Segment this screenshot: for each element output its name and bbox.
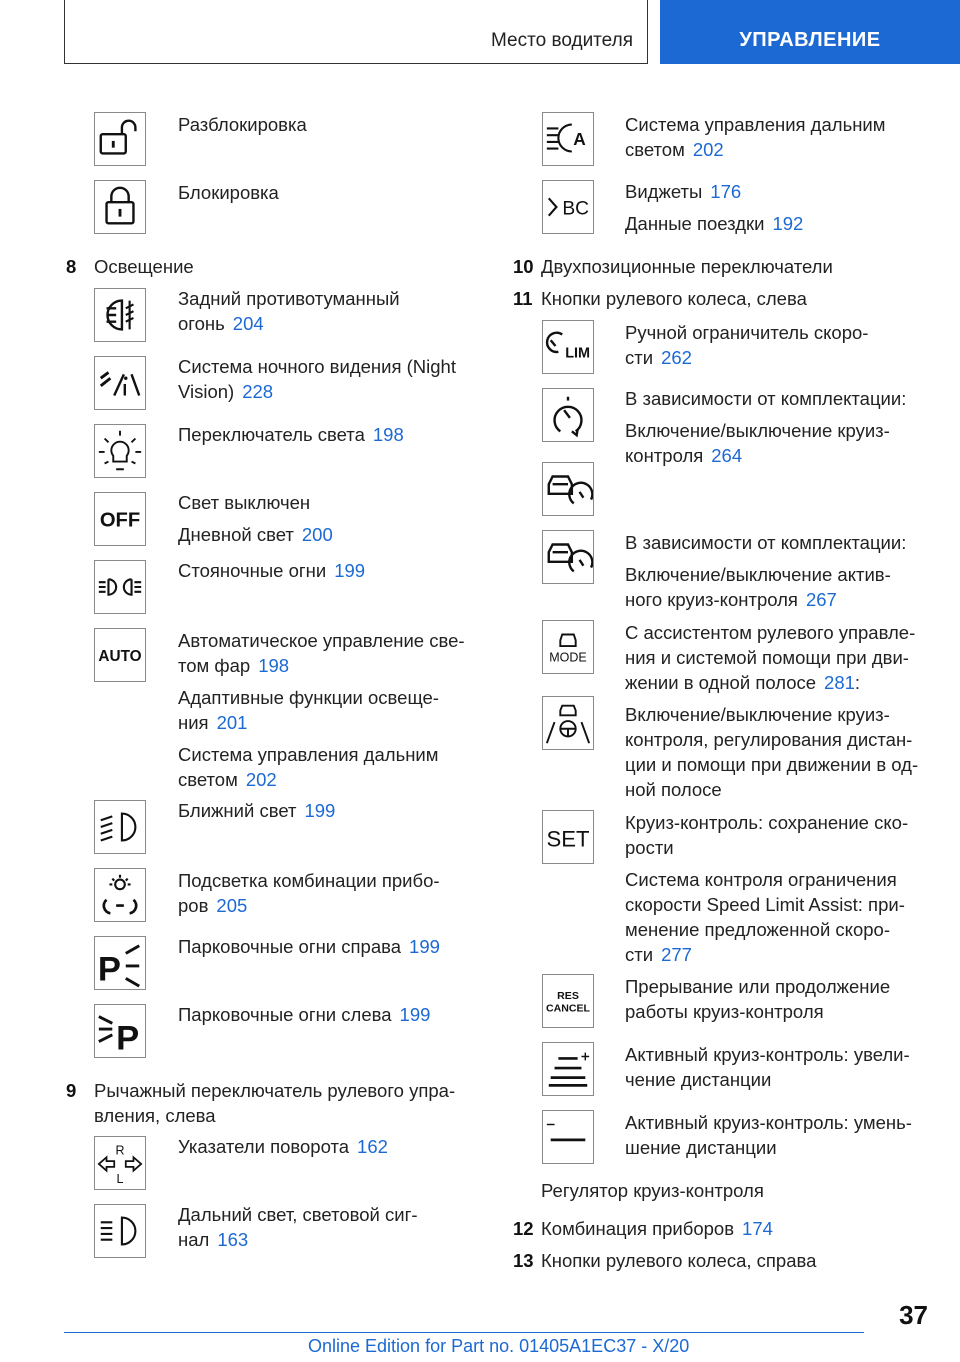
highbeam-assist-line2: светом [178,769,238,790]
parking-right-page-link[interactable]: 199 [409,936,440,957]
parking-left-text [178,1002,430,1027]
set-icon [542,810,594,864]
set-icon-text: SET [546,826,590,852]
mode-icon [542,620,594,674]
sla-line3: менение предложенной скоро- [625,919,890,940]
low-beam-page-link[interactable]: 199 [304,800,336,821]
daylight-page-link[interactable]: 200 [301,524,333,545]
dist-plus-text [625,1042,910,1092]
set-text [625,810,908,967]
rear-fog-light-icon [94,288,146,342]
trip-data-page-link[interactable]: 192 [772,213,804,234]
light-switch-icon [94,424,146,478]
res-line2: работы круиз-контроля [625,1001,824,1022]
mode-line3: жении в одной полосе [625,672,817,693]
cruise-regulator-label: Регулятор круиз-контроля [541,1180,764,1201]
header-chapter-title: УПРАВЛЕНИЕ [739,29,881,51]
item-number-13: 13 [513,1250,534,1271]
distance-minus-icon [542,1110,594,1164]
low-beam-text [178,798,335,823]
light-switch-text [178,422,404,447]
parking-left-p-glyph: P [116,1019,140,1057]
dist-plus-line1: Активный круиз-контроль: увели- [625,1044,910,1065]
cancel-icon-text: CANCEL [545,1002,591,1015]
hb-assist-line2: светом [625,139,685,160]
rear-fog-line1: Задний противотуманный [178,288,400,309]
item-8-title: Освещение [94,256,194,277]
hb-assist-text [625,112,885,162]
header-section-box [64,0,648,64]
active-cruise-icon-2 [542,530,594,584]
item-9-line1: Рычажный переключатель рулевого упра- [94,1080,456,1101]
high-beam-page-link[interactable]: 163 [217,1229,249,1250]
adaptive-page-link[interactable]: 201 [216,712,248,733]
item-number-12: 12 [513,1218,534,1239]
speed-limiter-text: LIM [565,345,591,362]
turn-signal-r-glyph: R [115,1143,125,1158]
hb-assist-page-link[interactable]: 202 [692,139,724,160]
auto-icon [94,628,146,682]
lock-icon [94,180,146,234]
off-icon [94,492,146,546]
dist-minus-line2: шение дистанции [625,1137,777,1158]
mode-icon-text: MODE [549,650,587,665]
lane-assist-line2: контроля, регулирования дистан- [625,729,913,750]
parking-lights-text [178,558,365,583]
active-cruise-icon [542,462,594,516]
hb-assist-line1: Система управления дальним [625,114,886,135]
item-12-title: Комбинация приборов [541,1218,735,1239]
limiter-page-link[interactable]: 262 [661,347,692,368]
adaptive-line2: ния [178,712,209,733]
sla-line4: сти [625,944,654,965]
rear-fog-text [178,286,400,336]
bc-text [625,179,803,236]
lane-assist-line3: ции и помощи при движении в од- [625,754,919,775]
limiter-text [625,320,868,370]
set-line2: рости [625,837,674,858]
night-vision-line2: Vision) [178,381,235,402]
dist-plus-line2: чение дистанции [625,1069,772,1090]
night-vision-icon [94,356,146,410]
lane-assist-icon [542,696,594,750]
sla-page-link[interactable]: 277 [661,944,692,965]
cruise-line1: В зависимости от комплектации: [625,388,907,409]
night-vision-line1: Система ночного видения (Night [178,356,456,377]
off-line2: Дневной свет [178,524,294,545]
parking-right-label: Парковочные огни справа [178,936,402,957]
dist-minus-text [625,1110,912,1160]
auto-line2: том фар [178,655,251,676]
dist-minus-line1: Активный круиз-контроль: умень- [625,1112,912,1133]
turn-signal-label: Указатели поворота [178,1136,350,1157]
off-icon-text: OFF [99,509,141,532]
parking-light-left-icon [94,1004,146,1058]
turn-signal-text [178,1134,388,1159]
item-9-line2: вления, слева [94,1105,216,1126]
bc-icon [542,180,594,234]
header-chapter-tab [660,0,960,64]
adaptive-line1: Адаптивные функции освеще- [178,687,439,708]
lock-label: Блокировка [178,182,279,203]
item-number-11: 11 [513,288,533,309]
cruise-text [625,386,906,468]
widgets-label: Виджеты [625,181,703,202]
lane-assist-line4: ной полосе [625,779,722,800]
bc-icon-text: BC [562,198,590,220]
speed-limiter-icon [542,320,594,374]
high-beam-assist-icon [542,112,594,166]
res-line1: Прерывание или продолжение [625,976,891,997]
mode-line2: ния и системой помощи при дви- [625,647,909,668]
cruise-line3: контроля [625,445,704,466]
parking-right-p-glyph: P [97,950,121,989]
item-12-text [541,1216,773,1241]
low-beam-icon [94,800,146,854]
item-9-title [94,1078,455,1128]
auto-page-link[interactable]: 198 [258,655,290,676]
footer-divider [64,1332,864,1333]
light-switch-page-link[interactable]: 198 [372,424,404,445]
acc-line1: В зависимости от комплектации: [625,532,907,553]
parking-lights-page-link[interactable]: 199 [334,560,366,581]
distance-plus-icon [542,1042,594,1096]
res-cancel-icon [542,974,594,1028]
rear-fog-line2: огонь [178,313,225,334]
lane-assist-line1: Включение/выключение круиз- [625,704,890,725]
instrument-lighting-icon [94,868,146,922]
parking-right-text [178,934,440,959]
mode-page-link[interactable]: 281 [824,672,855,693]
cruise-line2: Включение/выключение круиз- [625,420,890,441]
rear-fog-page-link[interactable]: 204 [232,313,264,334]
item-number-10: 10 [513,256,534,277]
night-vision-page-link[interactable]: 228 [242,381,274,402]
high-beam-line1: Дальний свет, световой сиг- [178,1204,418,1225]
parking-left-label: Парковочные огни слева [178,1004,392,1025]
mode-line1: С ассистентом рулевого управле- [625,622,916,643]
widgets-page-link[interactable]: 176 [710,181,742,202]
lane-assist-text [625,702,918,802]
low-beam-label: Ближний свет [178,800,297,821]
instrument-lighting-line1: Подсветка комбинации прибо- [178,870,440,891]
footer-edition: Online Edition for Part no. 01405A1EC37 - X/20 [308,1336,690,1356]
item-number-9: 9 [66,1080,77,1101]
night-vision-text [178,354,456,404]
acc-line3: ного круиз-контроля [625,589,798,610]
limiter-line1: Ручной ограничитель скоро- [625,322,869,343]
trip-data-label: Данные поездки [625,213,765,234]
auto-text [178,628,465,792]
unlock-icon [94,112,146,166]
sla-line1: Система контроля ограничения [625,869,897,890]
set-line1: Круиз-контроль: сохранение ско- [625,812,909,833]
item-number-8: 8 [66,256,77,277]
instrument-lighting-page-link[interactable]: 205 [216,895,248,916]
acc-text [625,530,906,612]
parking-lights-icon [94,560,146,614]
turn-signal-page-link[interactable]: 162 [357,1136,388,1157]
turn-signal-icon [94,1136,146,1190]
instrument-lighting-line2: ров [178,895,209,916]
res-text [625,974,890,1024]
acc-line2: Включение/выключение актив- [625,564,891,585]
item-13-title: Кнопки рулевого колеса, справа [541,1250,817,1271]
item-10-title: Двухпозиционные переключатели [541,256,833,277]
cruise-control-icon [542,388,594,442]
mode-suffix: : [854,672,861,693]
item-12-page-link[interactable]: 174 [742,1218,773,1239]
header-section-title: Место водителя [491,30,633,51]
high-beam-assist-a-glyph: A [573,128,586,149]
auto-icon-text: AUTO [98,647,142,665]
limiter-line2: сти [625,347,654,368]
item-11-title: Кнопки рулевого колеса, слева [541,288,807,309]
unlock-label: Разблокировка [178,114,307,135]
parking-lights-label: Стояночные огни [178,560,327,581]
high-beam-icon [94,1204,146,1258]
instrument-lighting-text [178,868,440,918]
off-text [178,490,333,547]
turn-signal-l-glyph: L [116,1172,124,1187]
res-icon-text: RES [557,990,579,1003]
acc-page-link[interactable]: 267 [805,589,837,610]
high-beam-line2: нал [178,1229,210,1250]
cruise-page-link[interactable]: 264 [711,445,743,466]
page-number: 37 [899,1300,928,1330]
light-switch-label: Переключатель света [178,424,365,445]
high-beam-text [178,1202,418,1252]
mode-text [625,620,915,695]
auto-line1: Автоматическое управление све- [178,630,465,651]
off-line1: Свет выключен [178,492,311,513]
highbeam-assist-line1: Система управления дальним [178,744,439,765]
highbeam-assist-page-link[interactable]: 202 [245,769,277,790]
parking-left-page-link[interactable]: 199 [399,1004,431,1025]
parking-light-right-icon [94,936,146,990]
sla-line2: скорости Speed Limit Assist: при- [625,894,905,915]
